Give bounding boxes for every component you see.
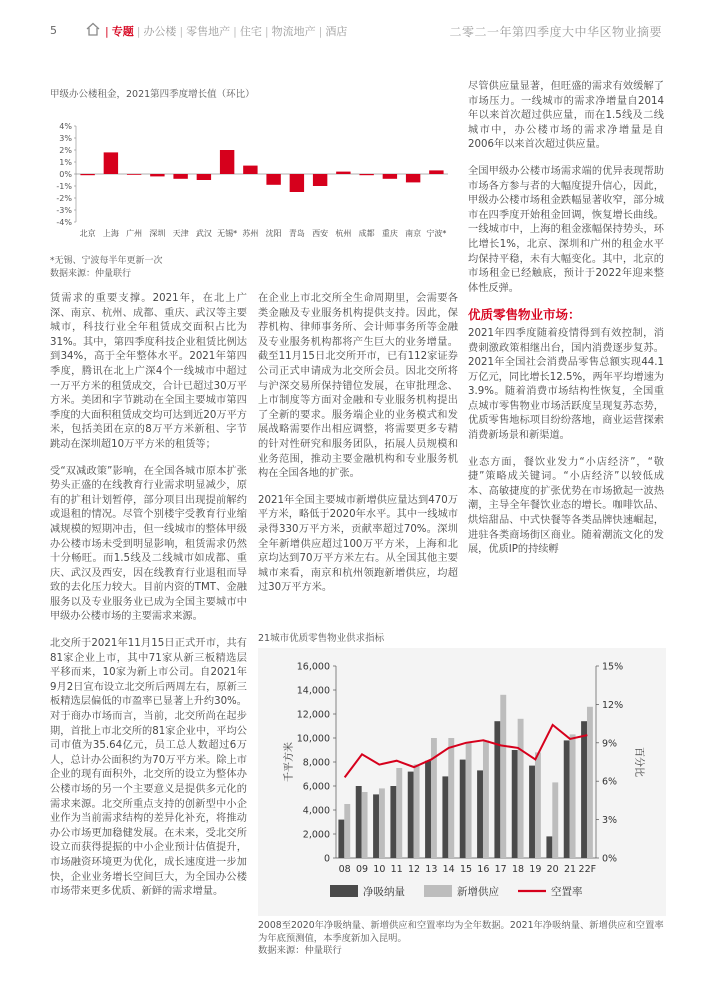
y-tick-label: 3% [59,134,72,143]
chart1-source: 数据来源：仲量联行 [50,269,132,279]
bar-15-0 [460,760,466,858]
legend-swatch [330,885,358,897]
bar-13-0 [425,761,431,858]
bar-14-0 [442,776,448,858]
y-tick-label: 2,000 [302,829,330,841]
y-axis-label: 千平方米 [284,742,295,782]
y2-axis-label: 百分比 [633,747,644,777]
bar-天津 [173,174,187,179]
y2-tick-label: 6% [602,776,618,788]
paragraph: 受“双减政策”影响，在全国各城市原本扩张势头正盛的在线教育行业需求明显减少，原有的扩租计划暂停，部分项目出现提前解约或退租的情况。尽管个别楼宇受教育行业缩减规模的短期冲击，但一线城市的整体甲级办公楼市场未受到明显影响，租赁需求仍然十分畅旺。而1.5线及二线城市如成都、重庆、武汉及西安，因在线教育行业退租而导致的去化压力较大。目前内资的TMT、金融服务以及专业服务业已成为全国主要城市中甲级办公楼市场的主要需求来源。 [50,465,247,623]
nav-item-1[interactable]: 办公楼 [143,25,177,38]
nav-separator: | [264,25,269,38]
chart2-notes [258,920,666,958]
office-rent-growth-chart [48,118,458,258]
text-column-3 [468,80,664,570]
y2-tick-label: 9% [602,738,618,750]
bar-08-1 [344,804,350,858]
bar-青岛 [290,174,304,192]
bar-20-1 [552,782,558,858]
y-tick-label: 0% [59,170,72,179]
x-tick-label: 14 [442,864,455,875]
bar-18-1 [518,719,524,858]
nav-separator: | [233,25,237,38]
y-tick-label: -3% [56,206,72,215]
chart1-title: 甲级办公楼租金，2021第四季度增长值（环比） [50,89,255,100]
bar-22F-0 [581,721,587,858]
bar-成都 [359,174,373,175]
bar-广州 [127,174,141,175]
y-tick-label: 16,000 [296,661,330,673]
x-tick-label: 17 [494,864,507,875]
bar-宁波* [429,170,443,174]
legend-swatch [424,885,452,897]
bar-16-1 [483,740,489,858]
bar-11-0 [390,786,396,858]
y2-tick-label: 3% [602,815,618,827]
bar-西安 [313,174,327,186]
y-tick-label: -2% [56,194,72,203]
x-tick-label: 沈阳 [265,229,282,238]
y2-tick-label: 12% [602,699,624,711]
y-tick-label: 4,000 [302,805,330,817]
chart2-source: 数据来源：仲量联行 [258,945,342,956]
paragraph: 2021年四季度随着疫情得到有效控制，消费刺激政策相继出台，国内消费逐步复苏。2021年全国社会消费品零售总额实现44.1万亿元，同比增长12.5%，两年平均增速为3.9%。随着消费市场结构性恢复，全国重点城市零售物业市场活跃度呈现复苏态势，优质零售地标项目纷纷落地，商业运营探索消费新场景和新渠道。 [468,327,664,442]
paragraph: 北交所于2021年11月15日正式开市，共有81家企业上市，其中71家从新三板精选层平移而来，10家为新上市公司。自2021年9月2日宣布设立北交所后两周左右，原新三板精选层偏低的市盈率已显著上升约30%。对于商办市场而言，当前，北交所尚在起步期，首批上市北交所的81家企业中，平均公司市值为35.64亿元，员工总人数超过6万人，总计办公面积约为70万平方米。除上市企业的现有面积外，北交所的设立为整体办公楼市场的另一个主要意义是提供多元化的需求来源。北交所重点支持的创新型中小企业作为当前需求结构的差异化补充，将推动办公市场更加稳健发展。在未来，受北交所设立而获得提振的中小企业预计估值提升，市场融资环境更为优化，成长速度进一步加快，企业业务增长空间巨大，为全国办公楼市场带来更多优质、新鲜的需求增量。 [50,638,247,898]
chart1-notes [50,255,163,281]
y-tick-label: 10,000 [296,733,330,745]
bar-14-1 [448,738,454,858]
nav-separator: | [105,25,109,38]
nav-item-3[interactable]: 住宅 [239,25,262,38]
bar-无锡* [220,150,234,174]
x-tick-label: 16 [477,864,490,875]
x-tick-label: 15 [459,864,473,875]
bar-16-0 [477,770,483,858]
y-tick-label: 6,000 [302,781,330,793]
bar-09-1 [362,792,368,858]
y2-tick-label: 15% [602,661,624,673]
bar-沈阳 [266,174,280,185]
x-tick-label: 广州 [126,229,143,238]
paragraph: 在企业上市北交所全生命周期里，会需要各类金融及专业服务机构提供支持。因此，保荐机构、律师事务所、会计师事务所等金融及专业服务机构都将产生巨大的业务增量。截至11月15日北交所开市，已有112家证券公司正式申请成为北交所会员。因北交所将与沪深交易所保持错位发展，在审批理念、上市制度等方面对金融和专业服务机构提出了全新的要求。服务端企业的业务模式和发展战略需要作出相应调整，将需要更多专精的针对性研究和服务团队，拓展人员规模和业务范围，推动主要金融机构和专业服务机构在全国各地的扩张。 [258,293,458,480]
bar-武汉 [197,174,211,180]
x-tick-label: 天津 [172,229,189,238]
header-title: 二零二一年第四季度大中华区物业摘要 [449,25,662,39]
y-tick-label: -1% [56,182,72,191]
bar-22F-1 [587,707,593,858]
x-tick-label: 10 [373,864,386,875]
text-column-1 [50,292,247,912]
bar-10-1 [379,788,385,858]
x-tick-label: 11 [390,864,403,875]
bar-12-1 [414,764,420,858]
x-tick-label: 成都 [358,229,375,238]
bar-北京 [80,174,94,175]
x-tick-label: 18 [511,864,525,875]
bar-南京 [406,174,420,182]
x-tick-label: 08 [338,864,351,875]
paragraph: 业态方面，餐饮业发力“小店经济”，“敬捷”策略成关键词。“小店经济”以较低成本、高敏捷度的扩张优势在市场掀起一波热潮，主导全年餐饮业态的增长。咖啡饮品、烘焙甜品、中式快餐等各类品牌快速崛起，进驻各类商场街区商业。随着潮流文化的发展，优质IP的持续孵 [468,456,664,556]
bar-21-1 [570,734,576,858]
x-tick-label: 苏州 [242,229,259,238]
bar-20-0 [546,836,552,858]
y-tick-label: 4% [59,122,72,131]
x-tick-label: 重庆 [381,229,398,238]
y-tick-label: 0 [323,853,330,865]
bar-19-1 [535,752,541,858]
bar-上海 [104,152,118,174]
bar-15-1 [466,743,472,858]
x-tick-label: 13 [425,864,438,875]
bar-12-0 [408,772,414,858]
nav-separator: | [318,25,323,38]
x-tick-label: 深圳 [149,229,166,238]
nav-separator: | [136,25,141,38]
nav-separator: | [179,25,184,38]
x-tick-label: 12 [407,864,421,875]
y-tick-label: 2% [59,146,72,155]
bar-09-0 [356,786,362,858]
x-tick-label: 09 [355,864,369,875]
legend-label: 净吸纳量 [363,886,405,898]
x-tick-label: 20 [546,864,559,875]
bar-17-0 [494,721,500,858]
page-header [0,0,710,42]
nav-item-4[interactable]: 物流地产 [271,25,316,38]
x-tick-label: 南京 [405,229,422,238]
bar-17-1 [500,695,506,858]
bar-10-0 [373,794,379,858]
home-icon[interactable] [85,22,101,36]
y-tick-label: 12,000 [296,709,330,721]
x-tick-label: 武汉 [195,229,212,238]
bar-杭州 [336,172,350,174]
page-number: 5 [50,24,57,37]
paragraph: 赁需求的重要支撑。2021年，在北上广深、南京、杭州、成都、重庆、武汉等主要城市，科技行业全年租赁成交面积占比为31%。其中，第四季度科技企业租赁比例达到34%，高于全年整体水平。2021年第四季度，腾讯在北上广深4个一线城市中超过一万平方米的租赁成交，合计已超过30万平方米。美团和字节跳动在全国主要城市第四季度的大面积租赁成交均可达到近20万平方米，包括美团在京的8万平方米新租、字节跳动在深圳超10万平方米的租赁等； [50,293,247,450]
bar-苏州 [243,166,257,174]
bar-重庆 [383,174,397,179]
text-column-2 [258,292,458,608]
x-tick-label: 宁波* [426,229,447,238]
y2-tick-label: 0% [602,853,618,865]
bar-深圳 [150,174,164,176]
legend-label: 新增供应 [457,886,499,898]
x-tick-label: 青岛 [288,229,305,238]
nav-item-2[interactable]: 零售地产 [186,25,231,38]
retail-section-title: 优质零售物业市场： [468,307,581,323]
nav-item-5[interactable]: 酒店 [325,25,348,38]
paragraph: 全国甲级办公楼市场需求端的优异表现帮助市场各方参与者的大幅度提升信心，因此，甲级办公楼市场租金跌幅显著收窄，部分城市在四季度开始租金回调，恢复增长曲线。一线城市中，上海的租金涨幅保持势头，环比增长1%，北京、深圳和广州的租金水平均保持平稳，未有大幅变化。其中，北京的市场租金已经触底，预计于2022年迎来整体性反弹。 [468,165,664,294]
legend-label: 空置率 [551,886,583,898]
y-tick-label: -4% [56,218,72,227]
chart2-title: 21城市优质零售物业供求指标 [258,633,385,644]
y-tick-label: 1% [59,158,72,167]
y-tick-label: 14,000 [296,685,330,697]
retail-supply-demand-chart [258,648,666,916]
section-nav [102,23,347,39]
chart2-footnote: 2008至2020年净吸纳量、新增供应和空置率均为全年数据。2021年净吸纳量、新增供应和空置率为年底预测值，本季度新加入昆明。 [258,920,664,944]
y-tick-label: 8,000 [302,757,330,769]
bar-08-0 [338,820,344,858]
x-tick-label: 无锡* [217,229,238,238]
x-tick-label: 22F [578,864,597,875]
x-tick-label: 西安 [312,229,329,238]
bar-21-0 [564,740,570,858]
bar-11-1 [396,768,402,858]
chart1-footnote: *无锡、宁波每半年更新一次 [50,256,163,266]
x-tick-label: 19 [529,864,542,875]
x-tick-label: 北京 [79,229,96,238]
bar-19-0 [529,766,535,858]
x-tick-label: 上海 [102,229,119,238]
paragraph: 尽管供应量显著，但旺盛的需求有效缓解了市场压力。一线城市的需求净增量自2014年以来首次超过供应量，而在1.5线及二线城市中，办公楼市场的需求净增量是自2006年以来首次超过供应量。 [468,81,664,151]
paragraph: 2021年全国主要城市新增供应量达到470万平方米，略低于2020年水平。其中一线城市录得330万平方米，贡献率超过70%。深圳全年新增供应超过100万平方米，上海和北京均达到70万平方米左右。从全国其他主要城市来看，南京和杭州领跑新增供应，均超过30万平方米。 [258,494,458,594]
nav-item-0[interactable]: 专题 [111,25,134,38]
bar-18-0 [512,750,518,858]
x-tick-label: 21 [563,864,577,875]
x-tick-label: 杭州 [335,229,352,238]
